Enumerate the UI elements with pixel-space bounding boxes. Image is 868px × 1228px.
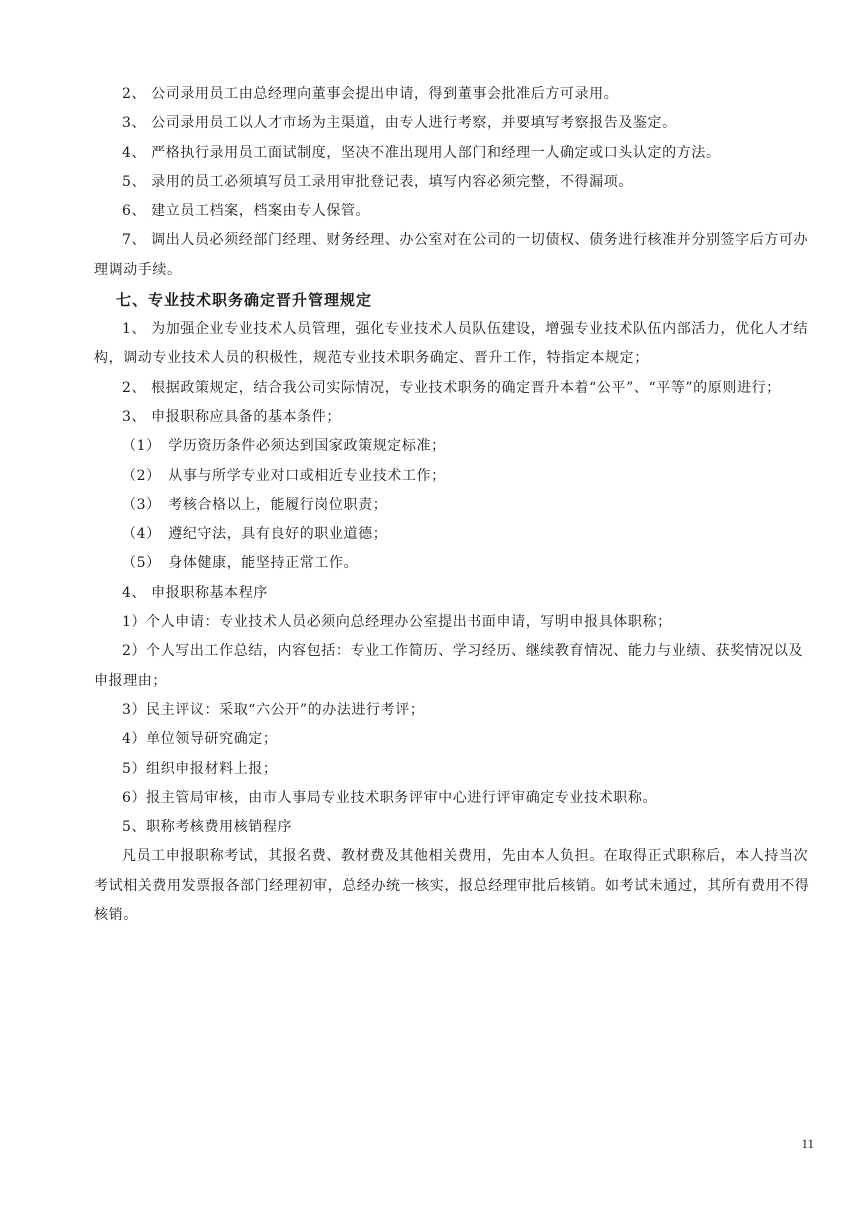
procedure-2: 2）个人写出工作总结，内容包括：专业工作简历、学习经历、继续教育情况、能力与业绩、获奖情况以及申报理由； (94, 643, 804, 689)
condition-1: （1） 学历资历条件必须达到国家政策规定标准； (122, 438, 446, 455)
item-3: 3、 公司录用员工以人才市场为主渠道，由专人进行考察，并要填写考察报告及鉴定。 (122, 115, 677, 132)
item-7: 7、 调出人员必须经部门经理、财务经理、办公室对在公司的一切债权、债务进行核准并分别签字后方可办理调动手续。 (94, 232, 809, 278)
procedure-3: 3）民主评议：采取“六公开”的办法进行考评； (122, 701, 425, 718)
paragraph-3: 3、 申报职称应具备的基本条件； (122, 408, 341, 425)
item-2: 2、 公司录用员工由总经理向董事会提出申请，得到董事会批准后方可录用。 (122, 86, 619, 102)
item-6: 6、 建立员工档案，档案由专人保管。 (122, 203, 371, 220)
procedure-1: 1）个人申请：专业技术人员必须向总经理办公室提出书面申请，写明申报具体职称； (122, 614, 672, 631)
paragraph-6: 凡员工申报职称考试，其报名费、教材费及其他相关费用，先由本人负担。在取得正式职称后，本人持当次考试相关费用发票报各部门经理初审，总经办统一核实，报总经理审批后核销。如考试未通过，其所有费用不得核销。 (94, 848, 810, 924)
procedure-4: 4）单位领导研究确定； (122, 731, 278, 748)
paragraph-4: 4、 申报职称基本程序 (122, 584, 268, 601)
condition-3: （3） 考核合格以上，能履行岗位职责； (122, 496, 388, 513)
item-5: 5、 录用的员工必须填写员工录用审批登记表，填写内容必须完整，不得漏项。 (122, 173, 633, 190)
paragraph-5: 5、职称考核费用核销程序 (122, 819, 293, 836)
item-4: 4、 严格执行录用员工面试制度，坚决不准出现用人部门和经理一人确定或口头认定的方法。 (122, 144, 721, 161)
condition-2: （2） 从事与所学专业对口或相近专业技术工作； (122, 467, 446, 484)
paragraph-1: 1、 为加强企业专业技术人员管理，强化专业技术人员队伍建设，增强专业技术队伍内部活力，优化人才结构，调动专业技术人员的积极性，规范专业技术职务确定、晋升工作，特指定本规定； (94, 321, 809, 367)
paragraph-2: 2、 根据政策规定，结合我公司实际情况，专业技术职务的确定晋升本着“公平”、“平等”的原则进行； (122, 379, 781, 396)
section-heading: 七、专业技术职务确定晋升管理规定 (116, 291, 373, 310)
procedure-6: 6）报主管局审核，由市人事局专业技术职务评审中心进行评审确定专业技术职称。 (122, 789, 658, 806)
condition-4: （4） 遵纪守法，具有良好的职业道德； (122, 526, 388, 543)
condition-5: （5） 身体健康，能坚持正常工作。 (122, 555, 359, 572)
page-number: 11 (801, 1136, 814, 1151)
procedure-5: 5）组织申报材料上报； (122, 760, 278, 777)
